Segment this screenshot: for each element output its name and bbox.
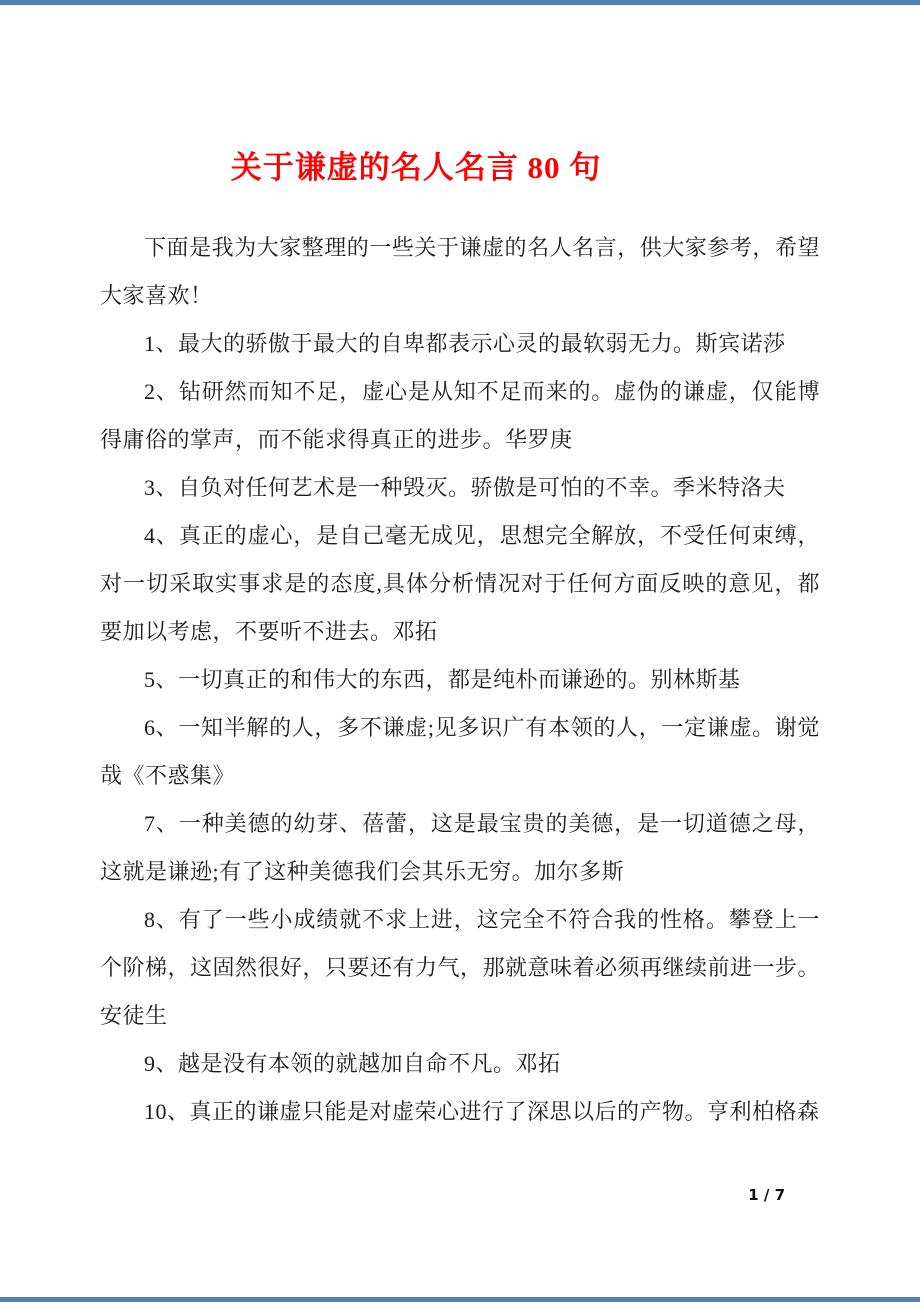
paragraph: 2、钻研然而知不足，虚心是从知不足而来的。虚伪的谦虚，仅能博得庸俗的掌声，而不能求得真正的进步。华罗庚 bbox=[100, 379, 820, 452]
paragraph: 9、越是没有本领的就越加自命不凡。邓拓 bbox=[144, 1051, 561, 1076]
paragraph: 3、自负对任何艺术是一种毁灭。骄傲是可怕的不幸。季米特洛夫 bbox=[144, 475, 786, 500]
document-content bbox=[100, 140, 820, 1136]
paragraph: 1、最大的骄傲于最大的自卑都表示心灵的最软弱无力。斯宾诺莎 bbox=[144, 331, 786, 356]
top-border-rule bbox=[0, 0, 920, 5]
paragraph-list bbox=[100, 224, 820, 1136]
paragraph: 8、有了一些小成绩就不求上进，这完全不符合我的性格。攀登上一个阶梯，这固然很好，只要还有力气，那就意味着必须再继续前进一步。安徒生 bbox=[100, 907, 821, 1028]
paragraph: 7、一种美德的幼芽、蓓蕾，这是最宝贵的美德，是一切道德之母，这就是谦逊;有了这种美德我们会其乐无穷。加尔多斯 bbox=[100, 811, 820, 884]
paragraph: 6、一知半解的人，多不谦虚;见多识广有本领的人，一定谦虚。谢觉哉《不惑集》 bbox=[100, 715, 820, 788]
paragraph: 10、真正的谦虚只能是对虚荣心进行了深思以后的产物。亨利柏格森 bbox=[144, 1099, 820, 1124]
page-number: 1 / 7 bbox=[748, 1186, 785, 1204]
paragraph: 4、真正的虚心，是自己毫无成见，思想完全解放，不受任何束缚，对一切采取实事求是的态度,具体分析情况对于任何方面反映的意见，都要加以考虑，不要听不进去。邓拓 bbox=[100, 523, 820, 644]
paragraph: 5、一切真正的和伟大的东西，都是纯朴而谦逊的。别林斯基 bbox=[144, 667, 741, 692]
bottom-border-rule bbox=[0, 1297, 920, 1302]
paragraph: 下面是我为大家整理的一些关于谦虚的名人名言，供大家参考，希望大家喜欢！ bbox=[100, 235, 820, 308]
document-title: 关于谦虚的名人名言 80 句 bbox=[230, 150, 602, 185]
